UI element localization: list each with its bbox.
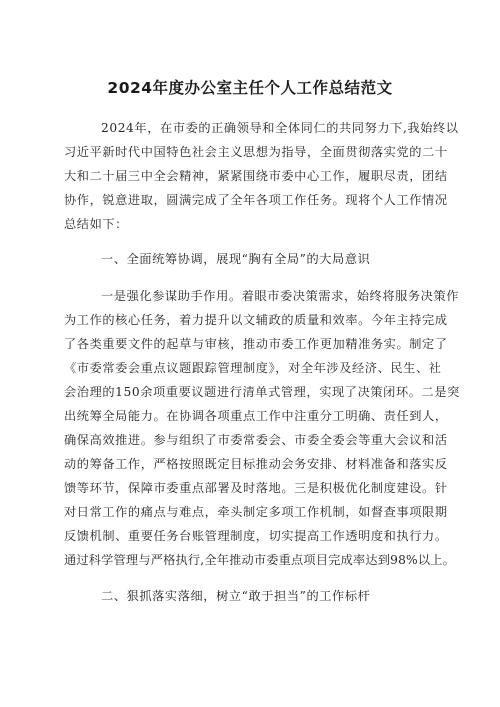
paragraph-line: 对日常工作的痛点与难点，牵头制定多项工作机制，如督查事项限期 — [64, 505, 448, 519]
paragraph-line: 协作，锐意进取，圆满完成了全年各项工作任务。现将个人工作情况 — [64, 193, 448, 207]
paragraph-line: 会治理的150余项重要议题进行清单式管理，实现了决策闭环。二是突 — [64, 385, 460, 399]
paragraph-line: 馈等环节，保障市委重点部署及时落地。三是积极优化制度建设。针 — [64, 481, 448, 495]
paragraph-line: 动的筹备工作，严格按照既定目标推动会务安排、材料准备和落实反 — [64, 457, 448, 471]
paragraph-line: 2024年，在市委的正确领导和全体同仁的共同努力下,我始终以 — [101, 121, 459, 135]
paragraph-line: 为工作的核心任务，着力提升以文辅政的质量和效率。今年主持完成 — [64, 313, 448, 327]
document-title: 2024年度办公室主任个人工作总结范文 — [107, 79, 393, 97]
paragraph-line: 出统筹全局能力。在协调各项重点工作中注重分工明确、责任到人， — [64, 409, 448, 423]
paragraph-line: 总结如下： — [64, 217, 128, 231]
paragraph-line: 《市委常委会重点议题跟踪管理制度》，对全年涉及经济、民生、社 — [64, 361, 442, 375]
section-heading: 一、全面统筹协调，展现“胸有全局”的大局意识 — [101, 252, 371, 266]
section-heading: 二、狠抓落实落细，树立“敢于担当”的工作标杆 — [101, 589, 371, 603]
paragraph-line: 大和二十届三中全会精神，紧紧围绕市委中心工作，履职尽责，团结 — [64, 169, 448, 183]
paragraph-line: 了各类重要文件的起草与审核，推动市委工作更加精准务实。制定了 — [64, 337, 448, 351]
paragraph-line: 确保高效推进。参与组织了市委常委会、市委全委会等重大会议和活 — [64, 433, 448, 447]
paragraph-line: 习近平新时代中国特色社会主义思想为指导，全面贯彻落实党的二十 — [64, 145, 448, 159]
paragraph-line: 通过科学管理与严格执行,全年推动市委重点项目完成率达到98%以上。 — [64, 553, 455, 567]
paragraph-line: 反馈机制、重要任务台账管理制度，切实提高工作透明度和执行力。 — [64, 529, 448, 543]
paragraph-line: 一是强化参谋助手作用。着眼市委决策需求，始终将服务决策作 — [101, 289, 460, 303]
